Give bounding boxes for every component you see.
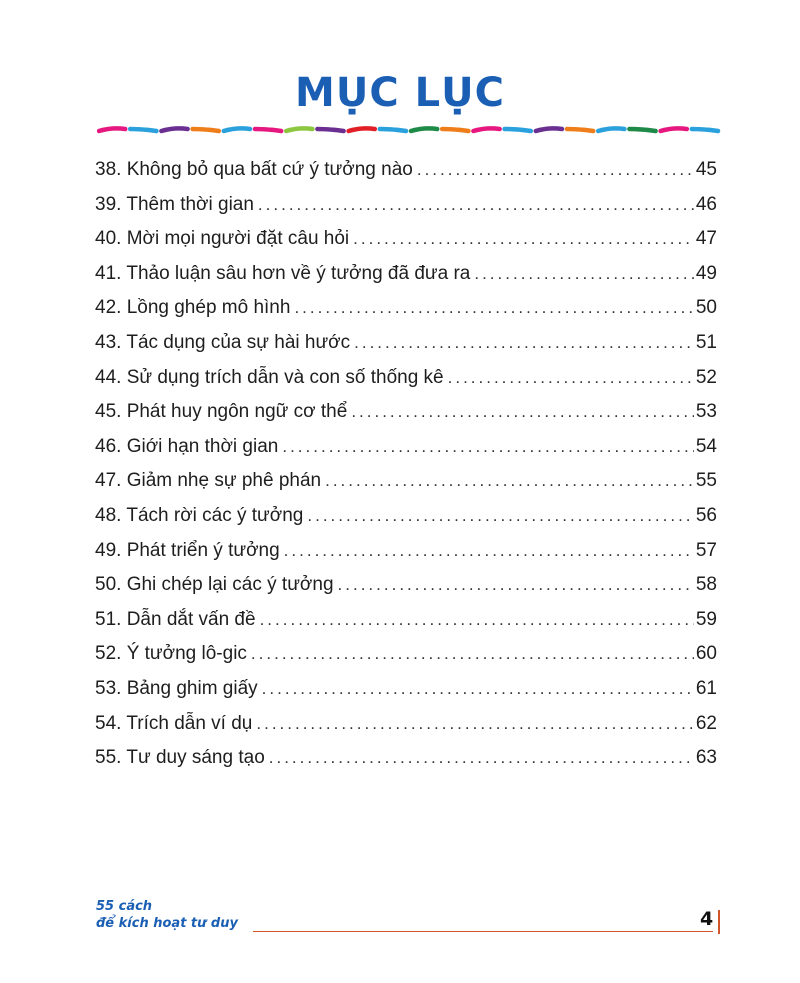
toc-entry-title: 45. Phát huy ngôn ngữ cơ thể <box>95 401 348 423</box>
brand-line-2: để kích hoạt tư duy <box>96 916 238 931</box>
toc-entry-page: 46 <box>695 193 717 215</box>
page-number-bar <box>718 910 720 934</box>
rainbow-segment <box>99 128 125 131</box>
toc-dot-leader <box>417 160 694 180</box>
toc-entry-title: 40. Mời mọi người đặt câu hỏi <box>95 228 350 250</box>
toc-entry <box>95 401 717 436</box>
rainbow-segment <box>130 129 156 131</box>
toc-entry-title: 39. Thêm thời gian <box>95 193 254 215</box>
rainbow-segment <box>255 129 281 131</box>
toc-entry-page: 45 <box>695 159 717 180</box>
rainbow-segment <box>286 128 312 131</box>
toc-dot-leader <box>258 195 694 215</box>
toc-entry-page: 56 <box>695 504 717 526</box>
rainbow-segment <box>411 128 437 131</box>
toc-entry-title: 49. Phát triển ý tưởng <box>95 539 280 561</box>
table-of-contents <box>95 159 717 782</box>
page-title: MỤC LỤC <box>295 70 505 116</box>
toc-entry-title: 52. Ý tưởng lô-gic <box>95 643 247 665</box>
toc-dot-leader <box>262 679 694 699</box>
rainbow-segment <box>473 128 499 131</box>
toc-entry-page: 47 <box>695 228 717 250</box>
rainbow-segment <box>380 129 406 131</box>
toc-entry-title: 50. Ghi chép lại các ý tưởng <box>95 574 334 596</box>
rainbow-segment <box>567 129 593 131</box>
toc-dot-leader <box>260 610 694 630</box>
toc-entry-title: 55. Tư duy sáng tạo <box>95 747 265 769</box>
toc-entry-page: 49 <box>695 262 717 284</box>
toc-entry <box>95 194 717 229</box>
toc-entry <box>95 263 717 298</box>
toc-entry-title: 44. Sử dụng trích dẫn và con số thống kê <box>95 366 444 388</box>
toc-entry <box>95 297 717 332</box>
toc-entry <box>95 609 717 644</box>
toc-entry <box>95 540 717 575</box>
toc-entry <box>95 713 717 748</box>
toc-entry-title: 46. Giới hạn thời gian <box>95 435 279 457</box>
toc-dot-leader <box>284 541 694 561</box>
rainbow-segment <box>598 128 624 131</box>
toc-entry <box>95 678 717 713</box>
toc-entry-title: 47. Giảm nhẹ sự phê phán <box>95 470 322 492</box>
toc-entry-title: 42. Lồng ghép mô hình <box>95 297 291 319</box>
toc-dot-leader <box>353 229 694 249</box>
toc-entry-page: 62 <box>695 712 717 734</box>
toc-entry-page: 63 <box>695 747 717 769</box>
toc-entry <box>95 574 717 609</box>
toc-entry-page: 61 <box>695 677 717 699</box>
toc-dot-leader <box>448 368 694 388</box>
toc-entry <box>95 367 717 402</box>
toc-entry <box>95 159 717 194</box>
rainbow-divider <box>97 124 721 136</box>
rainbow-segment <box>505 129 531 131</box>
toc-entry <box>95 643 717 678</box>
book-brand-logo <box>96 898 238 932</box>
toc-entry-page: 52 <box>695 366 717 388</box>
toc-dot-leader <box>338 575 694 595</box>
toc-entry-page: 54 <box>695 435 717 457</box>
rainbow-segment <box>692 129 718 131</box>
toc-dot-leader <box>474 264 694 284</box>
toc-entry-page: 57 <box>695 539 717 561</box>
toc-entry-title: 43. Tác dụng của sự hài hước <box>95 331 351 353</box>
toc-entry-title: 53. Bảng ghim giấy <box>95 677 258 699</box>
rainbow-segment <box>442 129 468 131</box>
rainbow-segment <box>661 128 687 131</box>
toc-dot-leader <box>307 506 693 526</box>
toc-entry-title: 38. Không bỏ qua bất cứ ý tưởng nào <box>95 159 413 180</box>
brand-line-1: 55 cách <box>96 899 153 914</box>
toc-dot-leader <box>294 298 693 318</box>
toc-entry-title: 51. Dẫn dắt vấn đề <box>95 608 256 630</box>
toc-entry <box>95 332 717 367</box>
toc-entry-title: 54. Trích dẫn ví dụ <box>95 712 253 734</box>
rainbow-segment <box>349 128 375 131</box>
toc-entry <box>95 436 717 471</box>
toc-entry <box>95 505 717 540</box>
toc-dot-leader <box>251 644 694 664</box>
toc-entry-page: 50 <box>695 297 717 319</box>
toc-dot-leader <box>325 471 694 491</box>
toc-dot-leader <box>354 333 694 353</box>
toc-entry-page: 53 <box>695 401 717 423</box>
rainbow-segment <box>629 129 655 131</box>
footer-rule <box>253 931 713 932</box>
rainbow-segment <box>193 129 219 131</box>
rainbow-segment <box>536 128 562 131</box>
toc-dot-leader <box>282 437 694 457</box>
toc-entry-title: 48. Tách rời các ý tưởng <box>95 504 304 526</box>
toc-entry-page: 51 <box>695 331 717 353</box>
rainbow-segment <box>224 128 250 131</box>
toc-entry <box>95 228 717 263</box>
toc-entry-title: 41. Thảo luận sâu hơn về ý tưởng đã đưa ra <box>95 262 471 284</box>
rainbow-segment <box>317 129 343 131</box>
toc-dot-leader <box>256 714 693 734</box>
rainbow-segment <box>161 128 187 131</box>
toc-entry <box>95 470 717 505</box>
toc-entry-page: 55 <box>695 470 717 492</box>
toc-dot-leader <box>269 748 694 768</box>
toc-entry-page: 59 <box>695 608 717 630</box>
toc-dot-leader <box>351 402 694 422</box>
page-number: 4 <box>700 908 714 930</box>
toc-entry <box>95 747 717 782</box>
toc-entry-page: 58 <box>695 574 717 596</box>
toc-entry-page: 60 <box>695 643 717 665</box>
